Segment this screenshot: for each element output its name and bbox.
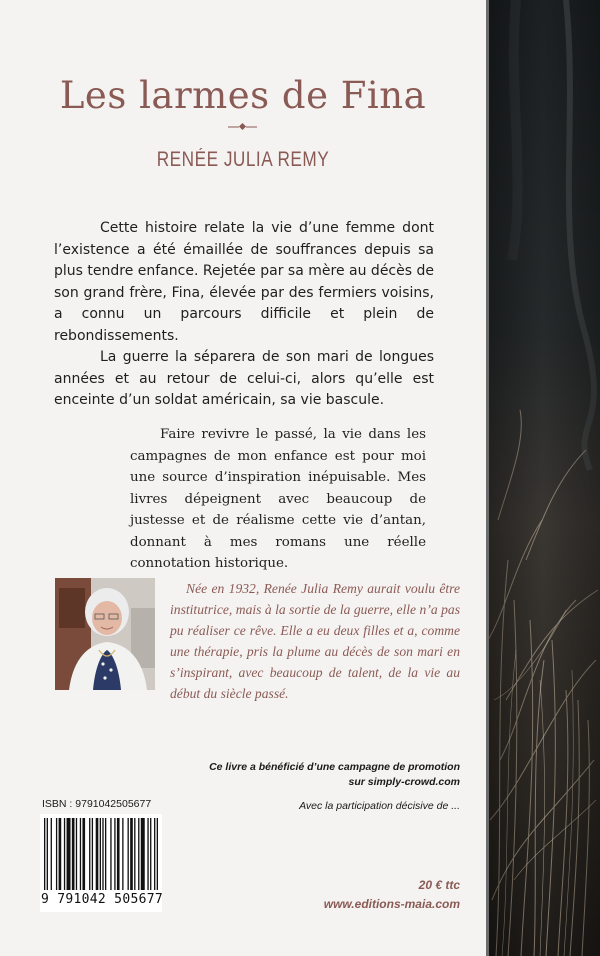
barcode-bar — [147, 818, 148, 890]
synopsis-paragraph: Cette histoire relate la vie d’une femme dont l’existence a été émaillée de souffrances depuis sa plus tendre enfance. Rejetée par sa mère au décès de son grand frère, Fina, élevée par des fermiers voisins, a connu un parcours difficile et plein de rebondissements. — [54, 220, 434, 344]
barcode-bar — [122, 818, 123, 890]
barcode-bar — [67, 818, 71, 890]
promotion-notice — [130, 760, 460, 790]
participation-notice: Avec la participation décisive de ... — [299, 800, 460, 812]
barcode-bar — [134, 818, 135, 890]
barcode-bar — [100, 818, 101, 890]
barcode-bar — [59, 818, 62, 890]
barcode-bar — [82, 818, 85, 890]
title-ornament — [0, 120, 486, 134]
spine-grass-image — [486, 0, 600, 956]
promotion-line: sur simply-crowd.com — [348, 776, 460, 788]
barcode-bar — [110, 818, 111, 890]
barcode-bar — [92, 818, 93, 890]
author-photo — [55, 578, 155, 690]
barcode-bar — [150, 818, 151, 890]
barcode-bar — [44, 818, 45, 890]
barcode-bar — [102, 818, 103, 890]
barcode-bar — [72, 818, 75, 890]
author-name: RENÉE JULIA REMY — [156, 148, 330, 171]
barcode-bar — [117, 818, 120, 890]
barcode-bar — [64, 818, 65, 890]
barcode-bar — [138, 818, 139, 890]
barcode-bar — [89, 818, 90, 890]
spine-edge — [486, 0, 489, 956]
barcode-bar — [128, 818, 129, 890]
barcode — [44, 818, 158, 890]
isbn-label: ISBN : 9791042505677 — [42, 798, 152, 810]
book-title: Les larmes de Fina — [59, 74, 427, 117]
synopsis — [54, 218, 434, 412]
barcode-bar — [80, 818, 81, 890]
barcode-bar — [96, 818, 99, 890]
barcode-bar — [141, 818, 145, 890]
barcode-bar — [154, 818, 155, 890]
publisher-website: www.editions-maia.com — [323, 897, 460, 911]
barcode-bar — [51, 818, 52, 890]
barcode-digits: 9 791042 505677 — [41, 892, 163, 907]
promotion-line: Ce livre a bénéficié d’une campagne de promotion — [209, 761, 460, 773]
barcode-bar — [157, 818, 158, 890]
barcode-bar — [47, 818, 48, 890]
barcode-bar — [130, 818, 133, 890]
author-quote: Faire revivre le passé, la vie dans les campagnes de mon enfance est pour moi une source d’inspiration inépuisable. Mes livres dépeignent avec beaucoup de justesse et de réalisme cette vie d’antan, donnant à mes romans une réelle connotation historique. — [130, 427, 426, 571]
barcode-bar — [105, 818, 106, 890]
barcode-bar — [114, 818, 115, 890]
author-biography: Née en 1932, Renée Julia Remy aurait voulu être institutrice, mais à la sortie de la guerre, elle n’a pas pu réaliser ce rêve. Elle a eu deux filles et a, comme une thérapie, pris la plume au décès de son mari en s’inspirant, avec beaucoup de talent, de la vie au début du siècle passé. — [170, 581, 460, 701]
barcode-bar — [56, 818, 57, 890]
synopsis-paragraph: La guerre la séparera de son mari de longues années et au retour de celui-ci, alors qu’elle est enceinte d’un soldat américain, sa vie bascule. — [54, 349, 434, 408]
price: 20 € ttc — [418, 878, 460, 892]
barcode-bar — [76, 818, 77, 890]
